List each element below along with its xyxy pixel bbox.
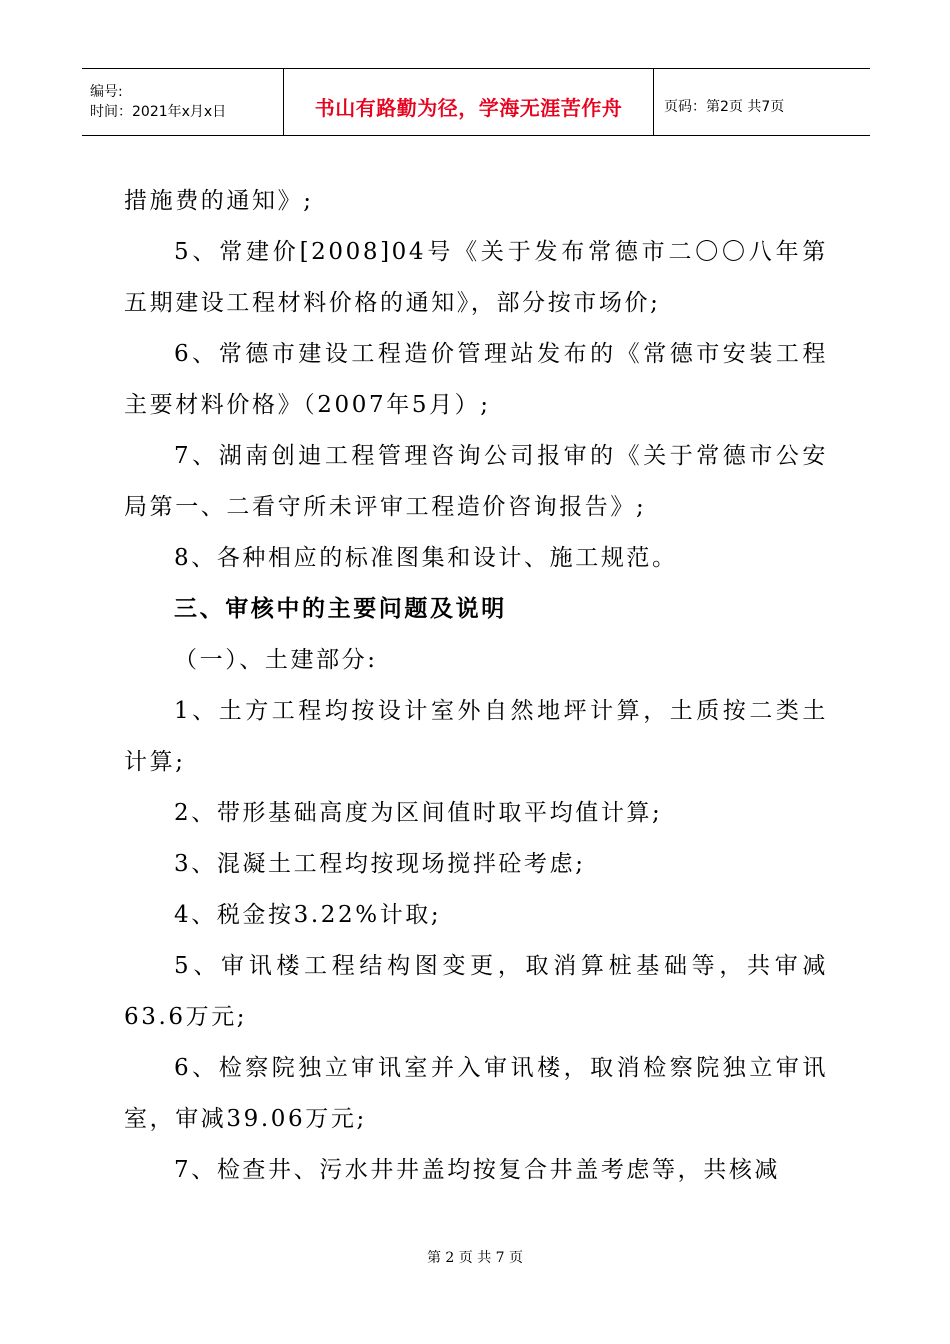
paragraph-item-4: 4、税金按3.22%计取; xyxy=(174,902,442,928)
paragraph-item-5: 5、审讯楼工程结构图变更，取消算桩基础等，共审减63.6万元; xyxy=(124,953,828,1030)
paragraph-continuation: 措施费的通知》; xyxy=(124,188,314,214)
paragraph-basis-8: 8、各种相应的标准图集和设计、施工规范。 xyxy=(174,545,678,571)
paragraph-item-3: 3、混凝土工程均按现场搅拌砼考虑; xyxy=(174,851,586,877)
page-header xyxy=(82,68,870,136)
paragraph-basis-5: 5、常建价[2008]04号《关于发布常德市二〇〇八年第五期建设工程材料价格的通知》，部分按市场价; xyxy=(124,239,828,316)
header-meta xyxy=(82,69,283,135)
section-heading: 三、审核中的主要问题及说明 xyxy=(174,596,507,622)
page-footer: 第 2 页 共 7 页 xyxy=(426,1250,524,1266)
header-page-cell xyxy=(654,69,870,135)
subsection-heading: （一）、土建部分: xyxy=(174,647,378,673)
document-body xyxy=(124,176,828,1196)
paragraph-item-2: 2、带形基础高度为区间值时取平均值计算; xyxy=(174,800,663,826)
paragraph-item-6: 6、检察院独立审讯室并入审讯楼，取消检察院独立审讯室，审减39.06万元; xyxy=(124,1055,828,1132)
paragraph-item-1: 1、土方工程均按设计室外自然地坪计算，土质按二类土计算; xyxy=(124,698,828,775)
header-motto: 书山有路勤为径，学海无涯苦作舟 xyxy=(314,95,623,120)
document-date-label: 时间：2021年x月x日 xyxy=(90,104,227,120)
document-number-label: 编号: xyxy=(90,84,123,100)
paragraph-item-7: 7、检查井、污水井井盖均按复合井盖考虑等，共核减 xyxy=(174,1157,781,1183)
header-page-info: 页码：第2页 共7页 xyxy=(664,99,785,115)
paragraph-basis-7: 7、湖南创迪工程管理咨询公司报审的《关于常德市公安局第一、二看守所未评审工程造价咨询报告》; xyxy=(124,443,828,520)
paragraph-basis-6: 6、常德市建设工程造价管理站发布的《常德市安装工程主要材料价格》（2007年5月）; xyxy=(124,341,828,418)
header-motto-cell xyxy=(283,69,654,135)
